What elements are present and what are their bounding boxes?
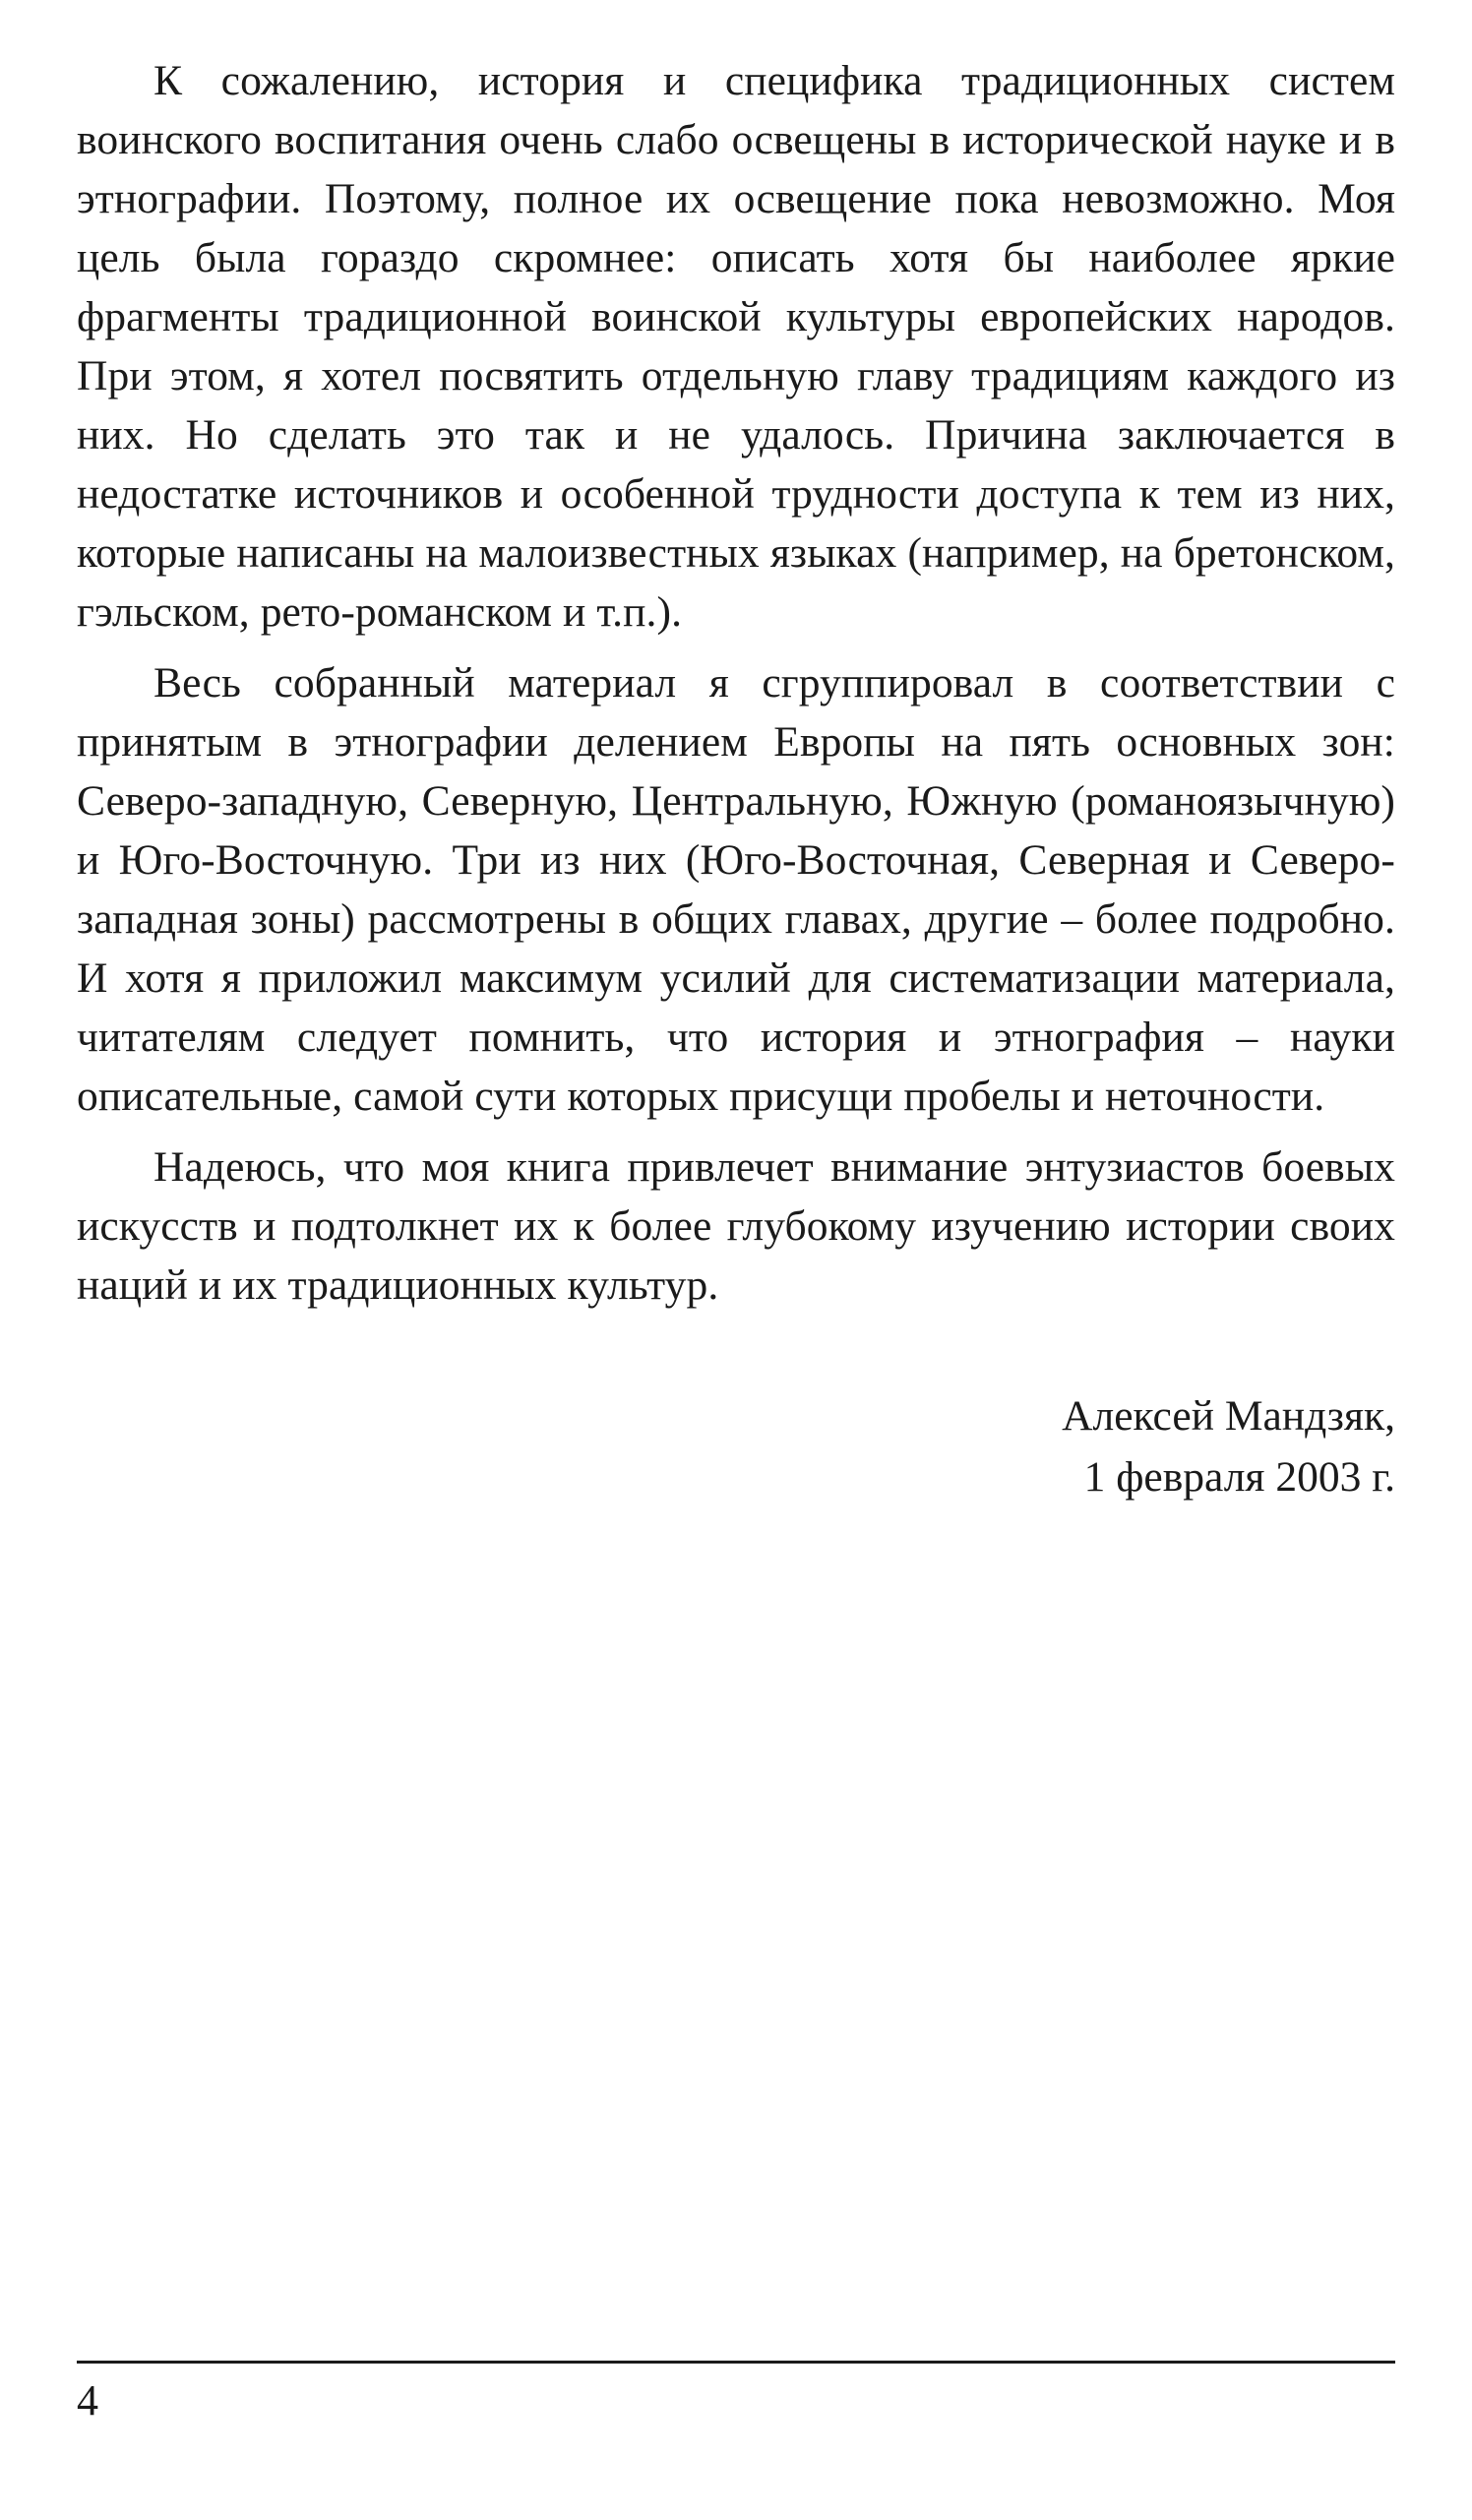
footer-divider (77, 2361, 1395, 2364)
paragraph-1: К сожалению, история и специфика традиционных систем воинского воспитания очень слабо освещены в исторической науке и в этнографии. Поэтому, полное их освещение пока невозможно. Моя цель была гораздо скромнее: описать хотя бы наиболее яркие фрагменты традиционной воинской культуры европейских народов. При этом, я хотел посвятить отдельную главу традициям каждого из них. Но сделать это так и не удалось. Причина заключается в недостатке источников и особенной трудности доступа к тем из них, которые написаны на малоизвестных языках (например, на бретонском, гэльском, рето-романском и т.п.). (77, 57, 1395, 636)
signature-author: Алексей Мандзяк, (1062, 1392, 1395, 1440)
paragraph-3: Надеюсь, что моя книга привлечет внимание энтузиастов боевых искусств и подтолкнет их к более глубокому изучению истории своих наций и их традиционных культур. (77, 1143, 1395, 1309)
signature-date: 1 февраля 2003 г. (1083, 1453, 1395, 1501)
page-number: 4 (77, 2376, 98, 2425)
signature-block (77, 1385, 1395, 1507)
paragraph-2: Весь собранный материал я сгруппировал в соответствии с принятым в этнографии делением Европы на пять основных зон: Северо-западную, Северную, Центральную, Южную (романоязычную) и Юго-Восточную. Три из них (Юго-Восточная, Северная и Северо-западная зоны) рассмотрены в общих главах, другие – более подробно. И хотя я приложил максимум усилий для систематизации материала, читателям следует помнить, что история и этнография – науки описательные, самой сути которых присущи пробелы и неточности. (77, 659, 1395, 1120)
page-body (77, 51, 1395, 1507)
